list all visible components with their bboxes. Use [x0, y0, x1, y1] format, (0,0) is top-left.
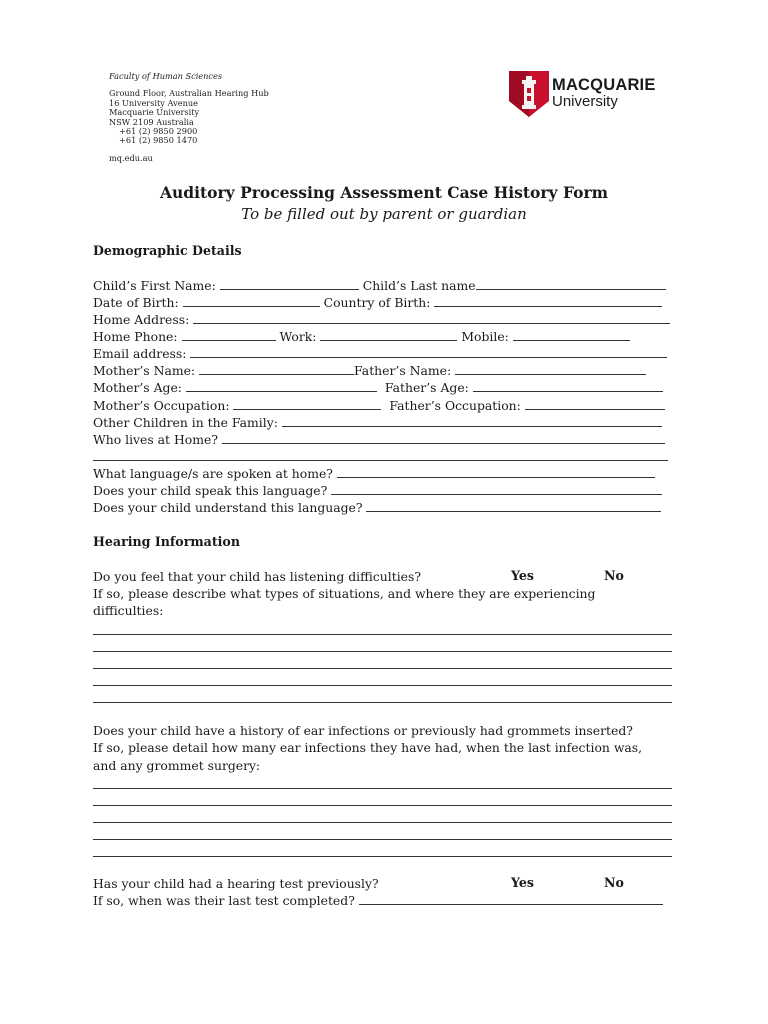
- website: mq.edu.au: [109, 152, 153, 163]
- father-name-field[interactable]: [455, 362, 646, 375]
- other-children-label: Other Children in the Family:: [93, 415, 278, 430]
- listening-answer-line[interactable]: [93, 651, 672, 652]
- listening-answer-line[interactable]: [93, 634, 672, 635]
- email-field[interactable]: [190, 345, 667, 358]
- mother-occupation-label: Mother’s Occupation:: [93, 398, 230, 413]
- phone-row: [93, 328, 630, 345]
- who-lives-extra-line[interactable]: [93, 460, 668, 461]
- country-field[interactable]: [434, 294, 662, 307]
- demographic-heading: Demographic Details: [93, 243, 242, 258]
- fax-number: +61 (2) 9850 1470: [119, 135, 198, 146]
- father-age-field[interactable]: [473, 379, 663, 392]
- father-age-label: Father’s Age:: [384, 380, 469, 395]
- listening-question: Do you feel that your child has listening difficulties?: [93, 569, 422, 584]
- language-spoken-label: What language/s are spoken at home?: [93, 466, 333, 481]
- listening-detail-text: difficulties:: [93, 603, 164, 618]
- mother-occupation-field[interactable]: [233, 397, 381, 410]
- parent-occupation-row: [93, 397, 665, 414]
- understand-language-field[interactable]: [366, 499, 661, 512]
- hearing-test-question: Has your child had a hearing test previously?: [93, 876, 379, 891]
- last-test-row: [93, 892, 663, 909]
- understand-language-row: [93, 499, 661, 516]
- email-row: [93, 345, 667, 362]
- mobile-field[interactable]: [513, 328, 630, 341]
- work-field[interactable]: [320, 328, 457, 341]
- who-lives-label: Who lives at Home?: [93, 432, 218, 447]
- other-children-field[interactable]: [282, 414, 662, 427]
- language-spoken-field[interactable]: [337, 465, 655, 478]
- hearing-test-yes-option[interactable]: Yes: [511, 875, 534, 890]
- macquarie-logo-icon: [509, 71, 549, 117]
- logo-subtext: University: [552, 93, 618, 110]
- address-block: [109, 72, 269, 163]
- mother-name-field[interactable]: [199, 362, 354, 375]
- mother-age-label: Mother’s Age:: [93, 380, 182, 395]
- who-lives-field[interactable]: [222, 431, 665, 444]
- ear-infection-question: Does your child have a history of ear infections or previously had grommets inserted?: [93, 723, 633, 738]
- hearing-test-no-option[interactable]: No: [604, 875, 624, 890]
- last-test-field[interactable]: [359, 892, 663, 905]
- address-row: [93, 311, 670, 328]
- listening-yes-option[interactable]: Yes: [511, 568, 534, 583]
- last-test-label: If so, when was their last test completed?: [93, 893, 355, 908]
- listening-detail-text: If so, please describe what types of situations, and where they are experiencing: [93, 586, 596, 601]
- home-phone-label: Home Phone:: [93, 329, 178, 344]
- first-name-field[interactable]: [220, 277, 359, 290]
- language-row: [93, 465, 655, 482]
- last-name-label: Child’s Last name: [362, 278, 476, 293]
- faculty-name: Faculty of Human Sciences: [109, 71, 223, 81]
- child-name-row: [93, 277, 666, 294]
- father-occupation-label: Father’s Occupation:: [389, 398, 521, 413]
- phone-number: +61 (2) 9850 2900: [119, 126, 198, 137]
- form-title: Auditory Processing Assessment Case History Form: [159, 183, 609, 202]
- work-label: Work:: [279, 329, 317, 344]
- country-label: Country of Birth:: [323, 295, 431, 310]
- last-name-field[interactable]: [476, 277, 666, 290]
- home-address-field[interactable]: [193, 311, 670, 324]
- who-lives-row: [93, 431, 665, 448]
- parent-age-row: [93, 379, 663, 396]
- address-line: NSW 2109 Australia: [109, 116, 194, 127]
- hearing-heading: Hearing Information: [93, 534, 240, 549]
- speak-language-field[interactable]: [331, 482, 662, 495]
- ear-infection-detail: If so, please detail how many ear infections they have had, when the last infection was,: [93, 740, 643, 755]
- home-address-label: Home Address:: [93, 312, 190, 327]
- listening-answer-line[interactable]: [93, 685, 672, 686]
- address-line: Macquarie University: [109, 107, 200, 118]
- email-label: Email address:: [93, 346, 187, 361]
- ear-infection-detail: and any grommet surgery:: [93, 758, 261, 773]
- mother-age-field[interactable]: [186, 379, 377, 392]
- ear-infection-answer-line[interactable]: [93, 805, 672, 806]
- ear-infection-answer-line[interactable]: [93, 839, 672, 840]
- mother-name-label: Mother’s Name:: [93, 363, 196, 378]
- father-name-label: Father’s Name:: [354, 363, 452, 378]
- first-name-label: Child’s First Name:: [93, 278, 216, 293]
- speak-language-label: Does your child speak this language?: [93, 483, 328, 498]
- ear-infection-answer-line[interactable]: [93, 788, 672, 789]
- speak-language-row: [93, 482, 662, 499]
- father-occupation-field[interactable]: [525, 397, 665, 410]
- listening-no-option[interactable]: No: [604, 568, 624, 583]
- dob-row: [93, 294, 662, 311]
- dob-label: Date of Birth:: [93, 295, 179, 310]
- mobile-label: Mobile:: [461, 329, 509, 344]
- dob-field[interactable]: [183, 294, 320, 307]
- other-children-row: [93, 414, 662, 431]
- ear-infection-answer-line[interactable]: [93, 822, 672, 823]
- form-subtitle: To be filled out by parent or guardian: [241, 205, 527, 223]
- logo-wordmark: MACQUARIE: [552, 76, 656, 94]
- home-phone-field[interactable]: [182, 328, 276, 341]
- listening-answer-line[interactable]: [93, 702, 672, 703]
- parent-name-row: [93, 362, 646, 379]
- understand-language-label: Does your child understand this language?: [93, 500, 363, 515]
- address-line: 16 University Avenue: [109, 97, 198, 108]
- ear-infection-answer-line[interactable]: [93, 856, 672, 857]
- address-line: Ground Floor, Australian Hearing Hub: [109, 88, 269, 99]
- listening-answer-line[interactable]: [93, 668, 672, 669]
